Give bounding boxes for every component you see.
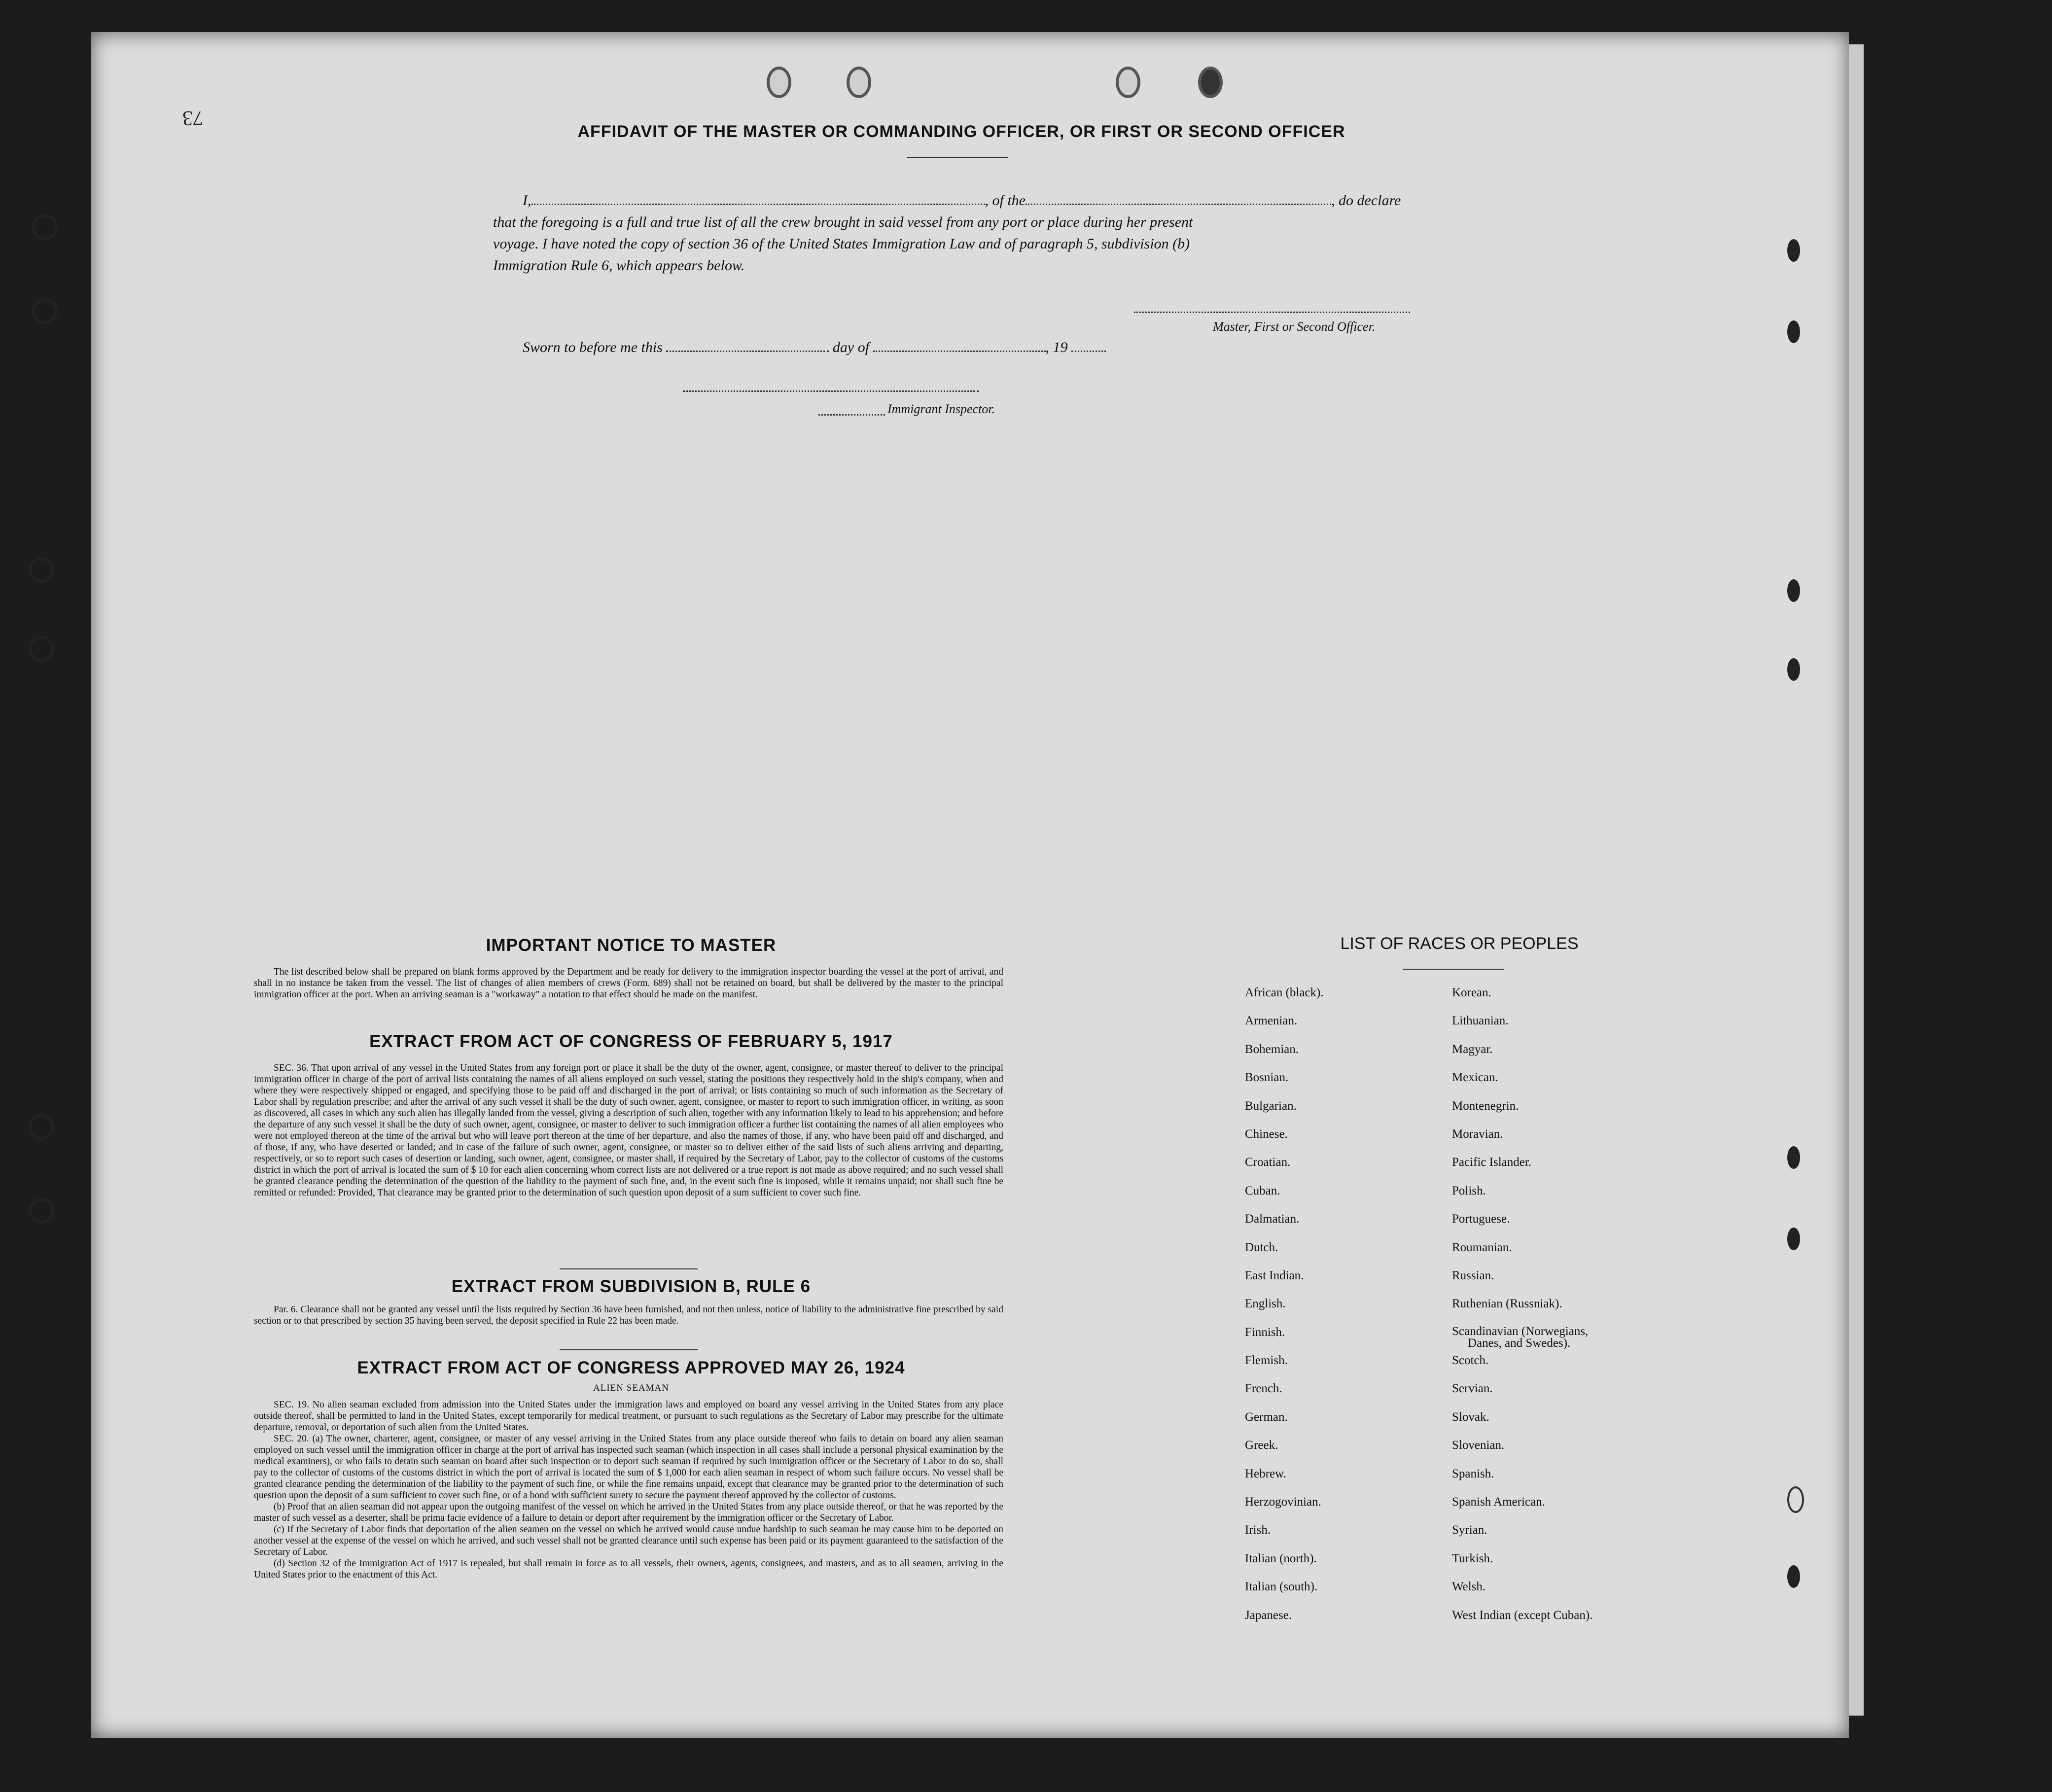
race-item: Cuban.	[1245, 1184, 1280, 1197]
affidavit-of-the: , of the	[985, 192, 1026, 209]
race-item: Pacific Islander.	[1452, 1156, 1532, 1169]
race-item: Korean.	[1452, 986, 1491, 999]
extract-1917-text	[254, 1062, 1003, 1198]
race-item: Finnish.	[1245, 1325, 1285, 1339]
race-item: Russian.	[1452, 1268, 1494, 1282]
inspector-label: Immigrant Inspector.	[887, 402, 995, 416]
race-item: Dalmatian.	[1245, 1212, 1300, 1226]
race-item: Armenian.	[1245, 1014, 1298, 1028]
race-item: Chinese.	[1245, 1127, 1288, 1141]
vessel-blank	[1026, 190, 1331, 205]
notice-title: IMPORTANT NOTICE TO MASTER	[486, 936, 777, 955]
race-item: Herzogovinian.	[1245, 1495, 1321, 1509]
race-item: Slovenian.	[1452, 1439, 1505, 1452]
notice-text	[254, 966, 1003, 1000]
sworn-label: Sworn to before me this	[523, 339, 663, 355]
extract-1924-sec20c: (c) If the Secretary of Labor finds that deportation of the alien seamen on the vessel on which he arrived would cause undue hardship to such seaman he may cause him to be deported on another vessel at the expense of the vessel on which he arrived, and such vessel shall not be granted clearance until such expense has been paid or its payment guaranteed to the satisfaction of the Secretary of Labor.	[254, 1524, 1003, 1557]
extract-rule6-text	[254, 1304, 1003, 1327]
extract-rule6-paragraph: Par. 6. Clearance shall not be granted any vessel until the lists required by Section 36 have been furnished, and not then unless, notice of liability to the administrative fine prescribed by said section or to that prescribed by section 35 having been served, the deposit specified in Rule 22 has been made.	[254, 1304, 1003, 1326]
sworn-line	[523, 339, 1106, 356]
affidavit-line-4: Immigration Rule 6, which appears below.	[493, 257, 745, 274]
film-hole	[32, 298, 58, 324]
race-item: Irish.	[1245, 1523, 1271, 1537]
binder-hole	[1116, 67, 1140, 98]
race-item: Italian (south).	[1245, 1580, 1318, 1594]
extract-1924-sec19: SEC. 19. No alien seaman excluded from admission into the United States under the immigration laws and employed on board any vessel arriving in the United States from any place outside thereof, shall be permitted to land in the United States, except temporarily for medical treatment, or pursuant to such regulations as the Secretary of Labor may prescribe for the ultimate departure, removal, or deportation of such alien from the United States.	[254, 1400, 1003, 1433]
binder-hole	[1198, 67, 1223, 98]
affidavit-line-2: that the foregoing is a full and true list of all the crew brought in said vessel from any port or place during her present	[493, 214, 1193, 230]
race-item: Japanese.	[1245, 1608, 1292, 1622]
binder-hole	[767, 67, 791, 98]
binder-tab	[1787, 1228, 1800, 1250]
race-item: Servian.	[1452, 1382, 1493, 1396]
race-item: German.	[1245, 1410, 1288, 1424]
extract-rule6-title: EXTRACT FROM SUBDIVISION B, RULE 6	[451, 1277, 811, 1296]
race-item: Croatian.	[1245, 1156, 1291, 1169]
race-item	[1452, 1326, 1592, 1354]
binder-tab	[1787, 1146, 1800, 1169]
notice-paragraph: The list described below shall be prepared on blank forms approved by the Department and be ready for delivery to the immigration inspector boarding the vessel at the port of arrival, and shall in no instance be taken from the vessel. The list of changes of alien members of crews (Form. 689) shall not be retained on board, but shall be delivered by the master to the principal immigration officer at the port. When an arriving seaman is a "workaway" a notation to that effect should be made on the manifest.	[254, 967, 1003, 1000]
race-item: French.	[1245, 1382, 1282, 1396]
race-item: Flemish.	[1245, 1354, 1288, 1368]
inspector-dots	[818, 413, 885, 416]
affidavit-do-declare: , do declare	[1331, 192, 1401, 209]
extract-1917-title: EXTRACT FROM ACT OF CONGRESS OF FEBRUARY 5, 1917	[369, 1032, 893, 1051]
extract-1924-title: EXTRACT FROM ACT OF CONGRESS APPROVED MAY 26, 1924	[357, 1358, 905, 1377]
race-item: Syrian.	[1452, 1523, 1487, 1537]
extract-1924-sec20b: (b) Proof that an alien seaman did not appear upon the outgoing manifest of the vessel on which he arrived in the United States from any place outside thereof, or that he was reported by the master of such vessel as a deserter, shall be prima facie evidence of a failure to detain or deport after requirement by the immigration officer or the Secretary of Labor.	[254, 1502, 1003, 1523]
race-item: Bulgarian.	[1245, 1099, 1297, 1113]
binder-tab	[1787, 239, 1800, 262]
page-number: 73	[182, 106, 203, 129]
sworn-month-blank	[873, 351, 1046, 352]
race-item: Portuguese.	[1452, 1212, 1510, 1226]
race-item: Ruthenian (Russniak).	[1452, 1297, 1562, 1311]
race-item: Roumanian.	[1452, 1240, 1512, 1254]
signature-label: Master, First or Second Officer.	[1213, 319, 1376, 334]
extract-1917-paragraph: SEC. 36. That upon arrival of any vessel in the United States from any foreign port or place it shall be the duty of the owner, agent, consignee, or master thereof to deliver to the principal immigration officer in charge of the port of arrival lists containing the names of all aliens employed on such vessel, stating the positions they respectively hold in the ship's company, when and where they were respectively shipped or engaged, and specifying those to be paid off and discharged in the port of arrival; or lists containing so much of such information as the Secretary of Labor shall by regulation prescribe; and after the arrival of any such vessel it shall be the duty of such owner, agent, consignee, or master to report to such immigration officer, in writing, as soon as discovered, all cases in which any such alien has illegally landed from the vessel, giving a description of such alien, together with any information likely to lead to his apprehension; and before the departure of any such vessel it shall be the duty of such owner, agent, consignee, or master to deliver to such immigration officer a further list containing the names of all alien employees who were not employed thereon at the time of the arrival but who will leave port thereon at the time of her departure, and also the names of those, if any, who have been paid off and discharged, and of those, if any, who have deserted or landed; and in case of the failure of such owner, agent, consignee, or master so to deliver either of the said lists of such aliens arriving and departing, respectively, or so to report such cases of desertion or landing, such owner, agent, consignee, or master shall, if required by the Secretary of Labor, pay to the collector of customs of the customs district in which the port of arrival is located the sum of $ 10 for each alien concerning whom correct lists are not delivered or a true report is not made as above required; and no such vessel shall be granted clearance pending the determination of the question of the liability to the payment of such fine, and, in the event such fine is imposed, while it remains unpaid; nor shall such fine be remitted or refunded: Provided, That clearance may be granted prior to the determination of such question upon deposit of a sum sufficient to cover such fine.	[254, 1063, 1003, 1198]
races-left-column	[1245, 986, 1324, 1637]
extract-1924-subtitle: ALIEN SEAMAN	[593, 1383, 669, 1393]
film-hole	[32, 214, 58, 240]
affidavit-i: I,	[523, 192, 531, 209]
race-item: West Indian (except Cuban).	[1452, 1608, 1593, 1622]
binder-tab	[1787, 1486, 1804, 1513]
race-item-continuation: Danes, and Swedes).	[1468, 1336, 1571, 1350]
race-item: Dutch.	[1245, 1240, 1278, 1254]
sworn-year: , 19	[1045, 339, 1068, 355]
race-item: Polish.	[1452, 1184, 1486, 1197]
binder-tab	[1787, 658, 1800, 681]
affidavit-line-3: voyage. I have noted the copy of section 36 of the United States Immigration Law and of paragraph 5, subdivision (b)	[493, 236, 1190, 252]
race-item: Scotch.	[1452, 1354, 1489, 1368]
binder-tab	[1787, 1565, 1800, 1588]
affidavit-body	[493, 190, 1445, 277]
film-hole	[29, 1198, 54, 1224]
races-rule	[1403, 969, 1504, 970]
race-item: Spanish.	[1452, 1467, 1494, 1480]
race-item: Moravian.	[1452, 1127, 1503, 1141]
race-item: African (black).	[1245, 986, 1324, 999]
races-right-column	[1452, 986, 1592, 1637]
sworn-day-blank	[666, 351, 829, 352]
race-item: Welsh.	[1452, 1580, 1486, 1594]
affidavit-line-1	[523, 190, 1445, 211]
binder-tab	[1787, 320, 1800, 343]
film-hole	[29, 636, 54, 662]
race-item: Greek.	[1245, 1439, 1278, 1452]
extract-1924-sec20d: (d) Section 32 of the Immigration Act of 1917 is repealed, but shall remain in force as to all vessels, their owners, agents, consignees, and masters, and as to all seamen, arriving in the United States prior to the enactment of this Act.	[254, 1558, 1003, 1580]
races-title: LIST OF RACES OR PEOPLES	[1340, 934, 1579, 953]
race-item: Montenegrin.	[1452, 1099, 1519, 1113]
race-item: Spanish American.	[1452, 1495, 1545, 1509]
race-item: Slovak.	[1452, 1410, 1489, 1424]
extract-1924-text	[254, 1399, 1003, 1581]
extract-1924-sec20a: SEC. 20. (a) The owner, charterer, agent, consignee, or master of any vessel arriving in the United States from any place outside thereof who fails to detain on board any alien seaman employed on such vessel until the immigration officer in charge at the port of arrival has inspected such seaman (which inspection in all cases shall include a personal physical examination by the medical examiners), or who fails to detain such seaman on board after such inspection or to deport such seaman if required by such immigration officer or the Secretary of Labor to do so, shall pay to the collector of customs of the customs district in which the port of arrival is located the sum of $ 1,000 for each alien seaman in respect of whom such failure occurs. No vessel shall be granted clearance pending the determination of the liability to the payment of such fine, or while the fine remains unpaid, except that clearance may be granted prior to the determination of such question upon the deposit of a sum sufficient to cover such fine, or of a bond with sufficient surety to secure the payment thereof approved by the collector of customs.	[254, 1434, 1003, 1501]
race-item: Bosnian.	[1245, 1071, 1289, 1085]
sworn-year-blank	[1071, 351, 1106, 352]
race-item: Bohemian.	[1245, 1042, 1299, 1056]
title-rule	[907, 157, 1008, 158]
name-blank	[531, 190, 985, 205]
affidavit-title: AFFIDAVIT OF THE MASTER OR COMMANDING OFFICER, OR FIRST OR SECOND OFFICER	[577, 122, 1345, 141]
binder-tab	[1787, 579, 1800, 602]
race-item: East Indian.	[1245, 1268, 1304, 1282]
section-rule	[560, 1349, 698, 1350]
sworn-day-of: day of	[832, 339, 870, 355]
race-item: Hebrew.	[1245, 1467, 1286, 1480]
binder-hole	[847, 67, 871, 98]
race-item: Turkish.	[1452, 1551, 1493, 1565]
race-item: Magyar.	[1452, 1042, 1493, 1056]
race-item-text: Scandinavian (Norwegians,	[1452, 1324, 1589, 1338]
race-item: English.	[1245, 1297, 1286, 1311]
signature-line	[1134, 311, 1410, 313]
race-item: Italian (north).	[1245, 1551, 1317, 1565]
race-item: Mexican.	[1452, 1071, 1498, 1085]
race-item: Lithuanian.	[1452, 1014, 1509, 1028]
film-hole	[29, 1114, 54, 1140]
inspector-signature-line	[683, 389, 979, 392]
section-rule	[560, 1268, 698, 1269]
film-hole	[29, 557, 54, 583]
